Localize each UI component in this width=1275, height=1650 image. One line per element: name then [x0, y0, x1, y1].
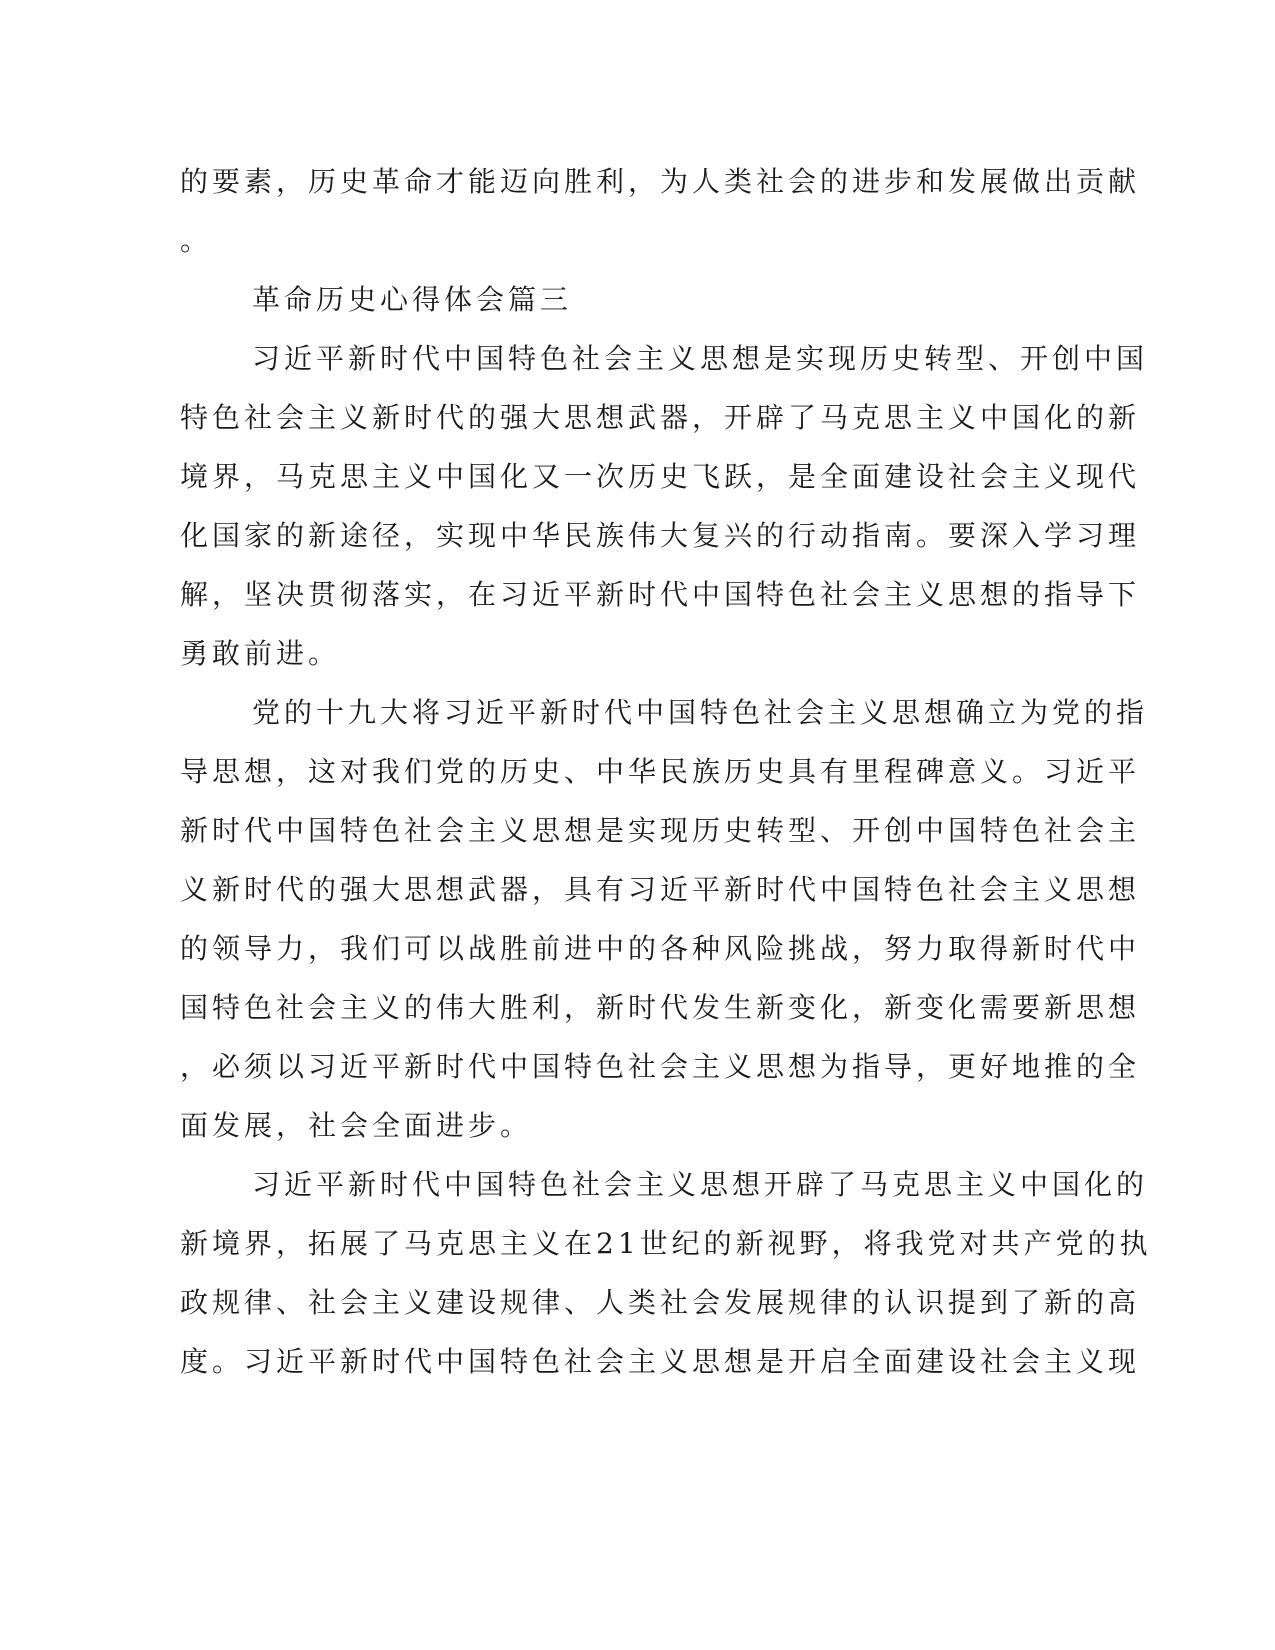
paragraph-line: 解，坚决贯彻落实，在习近平新时代中国特色社会主义思想的指导下 [180, 578, 1141, 611]
section-title: 革命历史心得体会篇三 [252, 283, 573, 316]
paragraph-line: 国特色社会主义的伟大胜利，新时代发生新变化，新变化需要新思想 [180, 991, 1141, 1024]
paragraph-line: 化国家的新途径，实现中华民族伟大复兴的行动指南。要深入学习理 [180, 519, 1141, 552]
paragraph-line: 习近平新时代中国特色社会主义思想是实现历史转型、开创中国 [252, 342, 1149, 375]
paragraph-line: 面发展，社会全面进步。 [180, 1109, 533, 1142]
paragraph-1 [180, 329, 1149, 683]
paragraph-2 [180, 683, 1149, 1155]
document-page [180, 152, 1152, 1391]
paragraph-line: ，必须以习近平新时代中国特色社会主义思想为指导，更好地推的全 [180, 1050, 1141, 1083]
paragraph-line: 导思想，这对我们党的历史、中华民族历史具有里程碑意义。习近平 [180, 755, 1141, 788]
paragraph-line: 的领导力，我们可以战胜前进中的各种风险挑战，努力取得新时代中 [180, 932, 1141, 965]
paragraph-line: 习近平新时代中国特色社会主义思想开辟了马克思主义中国化的 [252, 1168, 1149, 1201]
paragraph-line: 境界，马克思主义中国化又一次历史飞跃，是全面建设社会主义现代 [180, 460, 1141, 493]
paragraph-line: 政规律、社会主义建设规律、人类社会发展规律的认识提到了新的高 [180, 1286, 1141, 1319]
paragraph-line: 勇敢前进。 [180, 637, 341, 670]
paragraph-line: 新时代中国特色社会主义思想是实现历史转型、开创中国特色社会主 [180, 814, 1141, 847]
paragraph-3 [180, 1155, 1152, 1391]
paragraph-line: 党的十九大将习近平新时代中国特色社会主义思想确立为党的指 [252, 696, 1149, 729]
paragraph-line: 义新时代的强大思想武器，具有习近平新时代中国特色社会主义思想 [180, 873, 1141, 906]
paragraph-line: 度。习近平新时代中国特色社会主义思想是开启全面建设社会主义现 [180, 1345, 1141, 1378]
paragraph-line: 新境界，拓展了马克思主义在21世纪的新视野，将我党对共产党的执 [180, 1227, 1152, 1260]
paragraph-line: 特色社会主义新时代的强大思想武器，开辟了马克思主义中国化的新 [180, 401, 1141, 434]
paragraph-line: 的要素，历史革命才能迈向胜利，为人类社会的进步和发展做出贡献 [180, 165, 1141, 198]
paragraph-line: 。 [180, 224, 213, 257]
continuation-paragraph [180, 152, 1141, 270]
